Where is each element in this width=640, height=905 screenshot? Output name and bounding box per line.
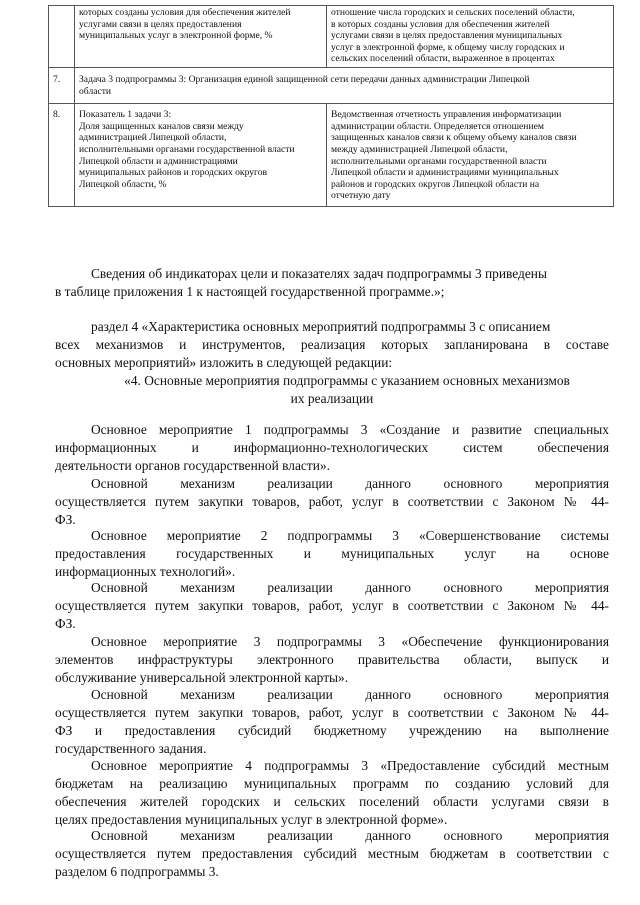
text-line: деятельности органов государственной власти». <box>55 458 330 473</box>
text-line: предоставления государственных и муниципальных услуг на основе <box>55 546 609 561</box>
cell-line: администрацией Липецкой области, <box>79 132 227 144</box>
text-line: ФЗ. <box>55 616 76 631</box>
text-line: осуществляется путем закупки товаров, работ, услуг в соответствии с Законом № 44- <box>55 598 609 613</box>
text-line: обеспечения жителей городских и сельских поселений области услугами связи в <box>55 794 609 809</box>
text-line: Основной механизм реализации данного основного мероприятия <box>91 828 609 843</box>
text-line: раздел 4 «Характеристика основных мероприятий подпрограммы 3 с описанием <box>91 319 551 334</box>
text-line: информационных технологий». <box>55 564 236 579</box>
cell-line: услугами связи в целях предоставления муниципальных <box>331 30 563 42</box>
text-line: Сведения об индикаторах цели и показателях задач подпрограммы 3 приведены <box>91 266 547 281</box>
text-line: ФЗ и предоставления субсидий бюджетному учреждению на выполнение <box>55 723 609 738</box>
text-line: Основной механизм реализации данного основного мероприятия <box>91 580 609 595</box>
cell-line: Показатель 1 задачи 3: <box>79 109 172 121</box>
text-line: Основной механизм реализации данного основного мероприятия <box>91 476 609 491</box>
cell-line: услуг в электронной форме, к общему числу городских и <box>331 41 565 53</box>
cell-line: между администрацией Липецкой области, <box>331 143 508 155</box>
cell-line: защищенных каналов связи к общему объему каналов связи <box>331 132 577 144</box>
cell-line: отчетную дату <box>331 190 391 202</box>
mechanism-2 <box>55 579 609 633</box>
cell-line: исполнительными органами государственной власти <box>331 155 547 167</box>
measure-4 <box>55 757 609 829</box>
text-line: осуществляется путем предоставления субсидий местным бюджетам в соответствии с <box>55 846 609 861</box>
table-row <box>49 104 614 207</box>
mechanism-1 <box>55 475 609 529</box>
cell-line: районов и городских округов Липецкой области на <box>331 178 540 190</box>
indicators-table <box>48 5 614 207</box>
section-heading <box>55 372 609 408</box>
mechanism-4 <box>55 827 609 881</box>
text-line: государственного задания. <box>55 741 207 756</box>
measure-1 <box>55 421 609 475</box>
indicator-method-cell <box>327 6 614 68</box>
text-line: Основное мероприятие 1 подпрограммы 3 «Создание и развитие специальных <box>91 422 609 437</box>
cell-line: области <box>79 85 112 97</box>
text-line: Основное мероприятие 4 подпрограммы 3 «Предоставление субсидий местным <box>91 758 609 773</box>
table-row <box>49 6 614 68</box>
text-line: элементов инфраструктуры электронного правительства области, выпуск и <box>55 652 609 667</box>
text-line: обслуживание универсальной электронной карты». <box>55 670 349 685</box>
indicator-method-cell <box>327 104 614 207</box>
cell-line: отношение числа городских и сельских поселений области, <box>331 7 575 18</box>
mechanism-3 <box>55 686 609 758</box>
text-line: целях предоставления муниципальных услуг в электронной форме». <box>55 812 448 827</box>
heading-line: их реализации <box>290 391 374 406</box>
text-line: Основное мероприятие 3 подпрограммы 3 «Обеспечение функционирования <box>91 634 609 649</box>
text-line: осуществляется путем закупки товаров, работ, услуг в соответствии с Законом № 44- <box>55 494 609 509</box>
text-line: разделом 6 подпрограммы 3. <box>55 864 219 879</box>
text-line: ФЗ. <box>55 512 76 527</box>
indicator-name-cell <box>75 6 327 68</box>
heading-line: «4. Основные мероприятия подпрограммы с указанием основных механизмов <box>124 373 570 388</box>
task-cell <box>75 67 614 103</box>
indicator-name-cell <box>75 104 327 207</box>
text-line: основных мероприятий» изложить в следующей редакции: <box>55 355 393 370</box>
cell-line: сельских поселений области, выраженное в процентах <box>331 53 555 65</box>
cell-line: в которых созданы условия для обеспечения жителей <box>331 18 550 30</box>
paragraph-section-4 <box>55 318 609 372</box>
text-line: всех механизмов и инструментов, реализация которых запланирована в составе <box>55 337 609 352</box>
text-line: информационных и информационно-технологических систем обеспечения <box>55 440 609 455</box>
cell-line: исполнительными органами государственной власти <box>79 143 295 155</box>
table-row <box>49 67 614 103</box>
cell-line: муниципальных услуг в электронной форме, % <box>79 30 273 42</box>
text-line: осуществляется путем закупки товаров, работ, услуг в соответствии с Законом № 44- <box>55 705 609 720</box>
cell-line: Липецкой области и администрациями <box>79 155 238 167</box>
cell-line: муниципальных районов и городских округов <box>79 167 268 179</box>
cell-line: Липецкой области, % <box>79 178 167 190</box>
text-line: бюджетам на реализацию муниципальных программ по созданию условий для <box>55 776 609 791</box>
cell-line: которых созданы условия для обеспечения жителей <box>79 7 291 18</box>
measure-3 <box>55 633 609 687</box>
cell-line: услугами связи в целях предоставления <box>79 18 242 30</box>
measure-2 <box>55 527 609 581</box>
text-line: в таблице приложения 1 к настоящей государственной программе.»; <box>55 284 445 299</box>
row-number <box>49 6 75 68</box>
text-line: Основной механизм реализации данного основного мероприятия <box>91 687 609 702</box>
cell-line: Липецкой области и администрациями муниципальных <box>331 167 559 179</box>
cell-line: Доля защищенных каналов связи между <box>79 120 244 132</box>
cell-line: администрации области. Определяется отношением <box>331 120 544 132</box>
row-number: 8. <box>49 104 75 207</box>
row-number: 7. <box>49 67 75 103</box>
cell-line: Ведомственная отчетность управления информатизации <box>331 109 562 121</box>
text-line: Основное мероприятие 2 подпрограммы 3 «Совершенствование системы <box>91 528 609 543</box>
paragraph-indicators-info <box>55 265 609 301</box>
cell-line: Задача 3 подпрограммы 3: Организация единой защищенной сети передачи данных администрации Липецкой <box>79 73 530 85</box>
